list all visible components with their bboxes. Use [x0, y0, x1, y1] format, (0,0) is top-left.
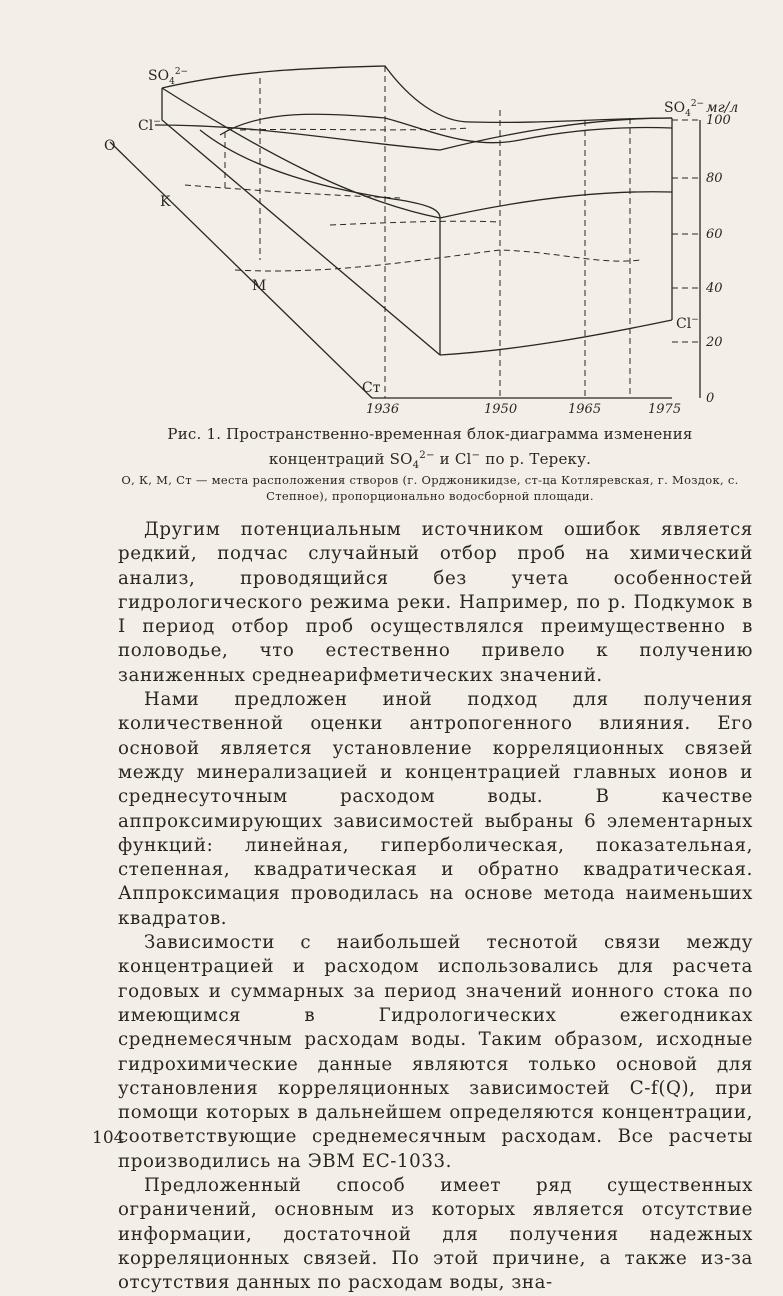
y-tick-label: 40: [706, 281, 723, 296]
so4-surface-back-edge: [162, 66, 672, 122]
cl-front-slab: [200, 130, 440, 218]
figure-caption-note: О, К, М, Ст — места расположения створов (г. Орджоникидзе, ст-ца Котляревская, г. Моздок, с. Степное), пропорционально водосборной площади.: [121, 473, 739, 503]
site-m-label: M: [252, 278, 267, 294]
caption-text-3: по р. Тереку.: [480, 450, 592, 468]
dashed-cl-curve: [240, 128, 470, 130]
block-diagram-figure: [0, 0, 783, 420]
caption-sup-2: −: [471, 450, 481, 461]
dashed-low-curve: [330, 221, 500, 225]
x-tick-label: 1950: [484, 402, 518, 417]
dashed-k-line: [185, 185, 400, 198]
y-tick-label: 0: [706, 391, 715, 406]
site-o-label: O: [104, 138, 116, 154]
cl-left-curve: [155, 118, 672, 150]
x-tick-label: 1975: [648, 402, 682, 417]
x-tick-label: 1965: [568, 402, 602, 417]
paragraph-4: Предложенный способ имеет ряд существенных ограничений, основным из которых является отсутствие информации, достаточной для получения надежных корреляционных связей. По этой причине, а также из-за отсутствия данных по расходам воды, зна-: [118, 1175, 753, 1294]
x-tick-label: 1936: [366, 402, 400, 417]
y-tick-label: 20: [706, 335, 723, 350]
cl-left-label: Cl−: [138, 117, 161, 134]
paragraph-2: Нами предложен иной подход для получения количественной оценки антропогенного влияния. Его основой является установление корреляционных связей между минерализацией и концентрацией главных ионов и среднесуточным расходом воды. В качестве аппроксимирующих зависимостей выбраны 6 элементарных функций: линейная, гиперболическая, показательная, степенная, квадратическая и обратно квадратическая. Аппроксимация проводилась на основе метода наименьших квадратов.: [118, 689, 753, 929]
caption-sup: 2−: [419, 450, 435, 461]
caption-text-1: Рис. 1. Пространственно-временная блок-диаграмма изменения концентраций SO: [167, 425, 693, 468]
page-number: 104: [92, 1128, 125, 1148]
site-k-label: K: [160, 194, 171, 210]
body-text: [118, 518, 753, 1296]
so4-mid-curve: [220, 114, 672, 143]
figure-caption: [120, 424, 740, 476]
units-label: мг/л: [706, 100, 739, 116]
so4-surface-front-edge: [162, 88, 672, 218]
site-st-label: Ст: [362, 380, 381, 396]
so4-right-label: $SO_4^{2-}$: [664, 99, 705, 119]
front-top-edge: [162, 88, 440, 355]
dashed-m-line: [235, 250, 640, 271]
y-tick-label: 100: [706, 113, 731, 128]
y-tick-label: 60: [706, 227, 723, 242]
caption-text-2: и Cl: [434, 450, 472, 468]
cl-right-label: Cl−: [676, 315, 699, 332]
paragraph-1: Другим потенциальным источником ошибок является редкий, подчас случайный отбор проб на химический анализ, проводящийся без учета особенностей гидрологического режима реки. Например, по р. Подкумок в I период отбор проб осуществлялся преимущественно в половодье, что естественно привело к получению заниженных среднеарифметических значений.: [118, 519, 753, 686]
y-tick-label: 80: [706, 171, 723, 186]
so4-left-label: $SO_4^{2-}$: [148, 67, 189, 87]
cl-right-front-curve: [440, 320, 672, 355]
caption-sub: 4: [412, 460, 420, 471]
paragraph-3: Зависимости с наибольшей теснотой связи между концентрацией и расходом использовались для расчета годовых и суммарных за период значений ионного стока по имеющимся в Гидрологических ежегодниках среднемесячным расходам воды. Таким образом, исходные гидрохимические данные являются только основой для установления корреляционных зависимостей C-f(Q), при помощи которых в дальнейшем определяются концентрации, соответствующие среднемесячным расходам. Все расчеты производились на ЭВМ ЕС-1033.: [118, 932, 753, 1172]
